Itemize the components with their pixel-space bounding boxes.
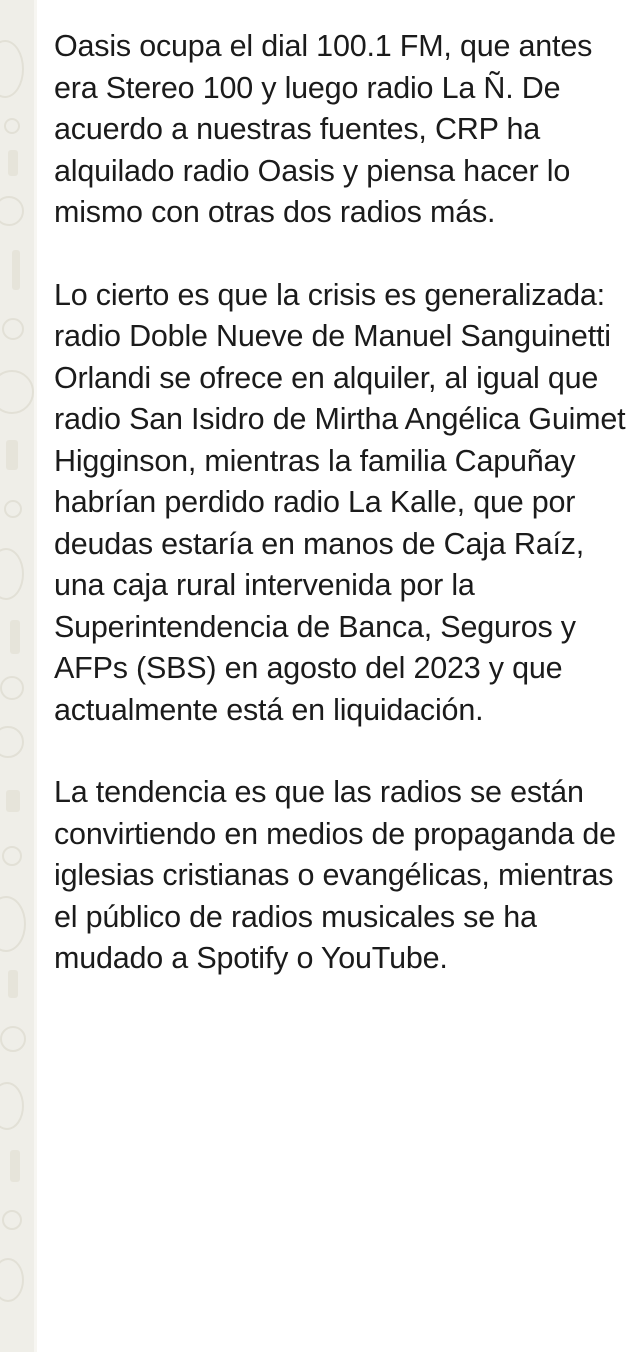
decorative-shape xyxy=(8,970,18,998)
decorative-shape xyxy=(0,1082,24,1130)
decorative-shape xyxy=(0,896,26,952)
decorative-shape xyxy=(12,250,20,290)
decorative-shape xyxy=(0,726,24,758)
decorative-shape xyxy=(2,846,22,866)
decorative-shape xyxy=(0,196,24,226)
decorative-margin-strip xyxy=(0,0,34,1352)
decorative-shape xyxy=(6,790,20,812)
decorative-shape xyxy=(2,318,24,340)
paragraph-2: Lo cierto es que la crisis es generalizada: radio Doble Nueve de Manuel Sanguinetti Orlandi se ofrece en alquiler, al igual que radio San Isidro de Mirtha Angélica Guimet Higginson, mientras la familia Capuñay habrían perdido radio La Kalle, que por deudas estaría en manos de Caja Raíz, una caja rural intervenida por la Superintendencia de Banca, Seguros y AFPs (SBS) en agosto del 2023 y que actualmente está en liquidación. xyxy=(54,277,626,727)
decorative-shape xyxy=(0,676,24,700)
paragraph-1: Oasis ocupa el dial 100.1 FM, que antes era Stereo 100 y luego radio La Ñ. De acuerdo a nuestras fuentes, CRP ha alquilado radio Oasis y piensa hacer lo mismo con otras dos radios más. xyxy=(54,29,593,229)
decorative-shape xyxy=(10,1150,20,1182)
decorative-shape xyxy=(0,370,34,414)
decorative-shape xyxy=(0,1026,26,1052)
decorative-shape xyxy=(4,118,20,134)
decorative-shape xyxy=(2,1210,22,1230)
decorative-shape xyxy=(0,548,24,600)
decorative-shape xyxy=(6,440,18,470)
decorative-shape xyxy=(0,40,24,98)
decorative-shape xyxy=(10,620,20,654)
decorative-shape xyxy=(0,1258,24,1302)
paragraph-3: La tendencia es que las radios se están convirtiendo en medios de propaganda de iglesias cristianas o evangélicas, mientras el público de radios musicales se ha mudado a Spotify o YouTube. xyxy=(54,775,616,975)
article-body xyxy=(37,0,640,1352)
decorative-shape xyxy=(8,150,18,176)
decorative-shape xyxy=(4,500,22,518)
